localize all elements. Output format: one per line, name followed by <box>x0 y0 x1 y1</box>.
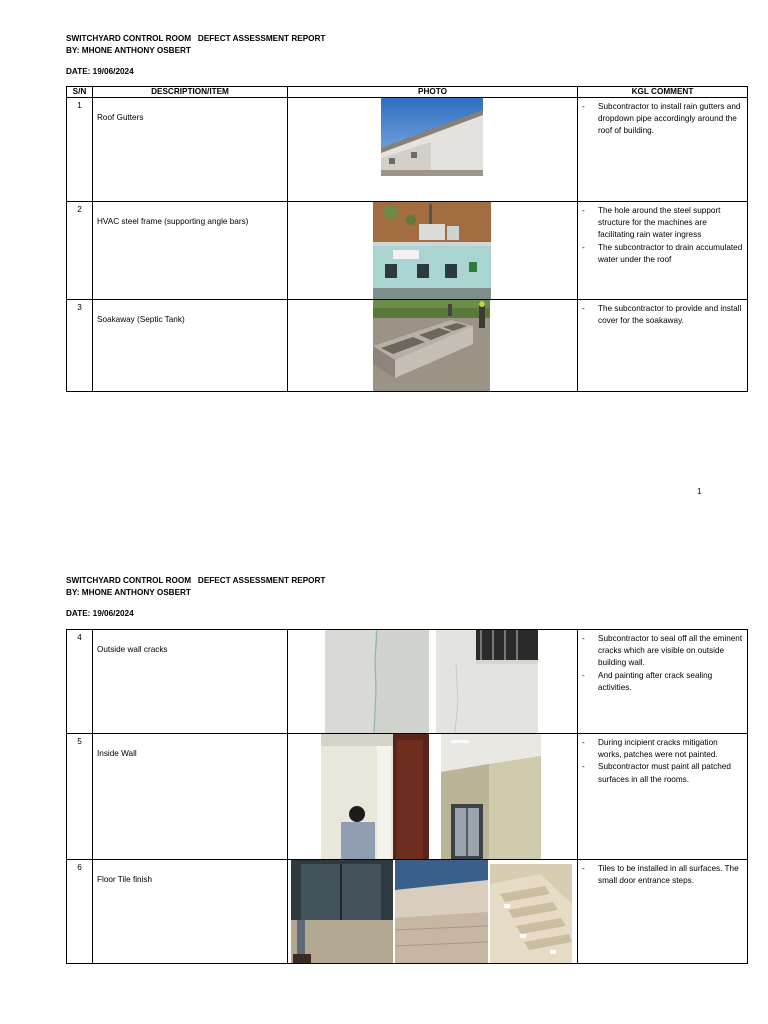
row-sn: 1 <box>67 98 93 202</box>
inside-wall-photo-1 <box>321 734 429 859</box>
hvac-frame-photo <box>373 202 491 299</box>
row-description: Inside Wall <box>93 734 288 860</box>
row-photo-cell <box>288 630 578 734</box>
report-title: SWITCHYARD CONTROL ROOM DEFECT ASSESSMENT REPORT <box>66 34 326 43</box>
floor-tile-photo-1 <box>291 860 393 963</box>
row-sn: 5 <box>67 734 93 860</box>
roof-gutters-photo <box>381 98 483 176</box>
outside-crack-photo-1 <box>325 630 429 733</box>
table-row <box>67 202 748 300</box>
row-photo-cell <box>288 98 578 202</box>
report-author: BY: MHONE ANTHONY OSBERT <box>66 588 191 597</box>
row-comment <box>578 630 748 734</box>
comment-item: - The subcontractor to provide and install cover for the soakaway. <box>598 303 743 327</box>
inside-wall-photo-2 <box>441 734 541 859</box>
row-description: Soakaway (Septic Tank) <box>93 300 288 392</box>
comment-item: - Subcontractor to install rain gutters and dropdown pipe accordingly around the roof of building. <box>598 101 743 138</box>
comment-item: - Subcontractor to seal off all the eminent cracks which are visible on outside building wall. <box>598 633 743 670</box>
report-title: SWITCHYARD CONTROL ROOM DEFECT ASSESSMENT REPORT <box>66 576 326 585</box>
row-comment <box>578 300 748 392</box>
comment-item: - Subcontractor must paint all patched surfaces in all the rooms. <box>598 761 743 785</box>
floor-tile-photo-2 <box>395 860 488 963</box>
comment-item: - And painting after crack sealing activities. <box>598 670 743 694</box>
row-description: HVAC steel frame (supporting angle bars) <box>93 202 288 300</box>
row-sn: 4 <box>67 630 93 734</box>
table-row <box>67 860 748 964</box>
comment-item: - During incipient cracks mitigation works, patches were not painted. <box>598 737 743 761</box>
row-comment <box>578 734 748 860</box>
defect-table-page-2 <box>66 629 748 964</box>
row-comment <box>578 98 748 202</box>
row-photo-cell <box>288 202 578 300</box>
row-photo-cell <box>288 734 578 860</box>
row-comment <box>578 202 748 300</box>
row-comment <box>578 860 748 964</box>
header-description: DESCRIPTION/ITEM <box>93 87 288 98</box>
report-date: DATE: 19/06/2024 <box>66 609 134 618</box>
row-sn: 3 <box>67 300 93 392</box>
table-row <box>67 98 748 202</box>
report-page-2 <box>0 544 768 1024</box>
header-comment: KGL COMMENT <box>578 87 748 98</box>
header-sn: S/N <box>67 87 93 98</box>
comment-item: - The hole around the steel support structure for the machines are facilitating rain water ingress <box>598 205 743 242</box>
table-row <box>67 734 748 860</box>
header-photo: PHOTO <box>288 87 578 98</box>
comment-item: - Tiles to be installed in all surfaces. The small door entrance steps. <box>598 863 743 887</box>
floor-tile-photo-3 <box>490 864 572 963</box>
comment-item: - The subcontractor to drain accumulated water under the roof <box>598 242 743 266</box>
table-row <box>67 630 748 734</box>
row-sn: 2 <box>67 202 93 300</box>
row-description: Floor Tile finish <box>93 860 288 964</box>
row-description: Outside wall cracks <box>93 630 288 734</box>
table-header-row <box>67 87 748 98</box>
row-photo-cell <box>288 300 578 392</box>
row-sn: 6 <box>67 860 93 964</box>
report-author: BY: MHONE ANTHONY OSBERT <box>66 46 191 55</box>
outside-crack-photo-2 <box>436 630 538 733</box>
table-row <box>67 300 748 392</box>
defect-table-page-1 <box>66 86 748 392</box>
row-photo-cell <box>288 860 578 964</box>
soakaway-photo <box>373 300 490 391</box>
page-number: 1 <box>697 487 702 496</box>
report-date: DATE: 19/06/2024 <box>66 67 134 76</box>
row-description: Roof Gutters <box>93 98 288 202</box>
